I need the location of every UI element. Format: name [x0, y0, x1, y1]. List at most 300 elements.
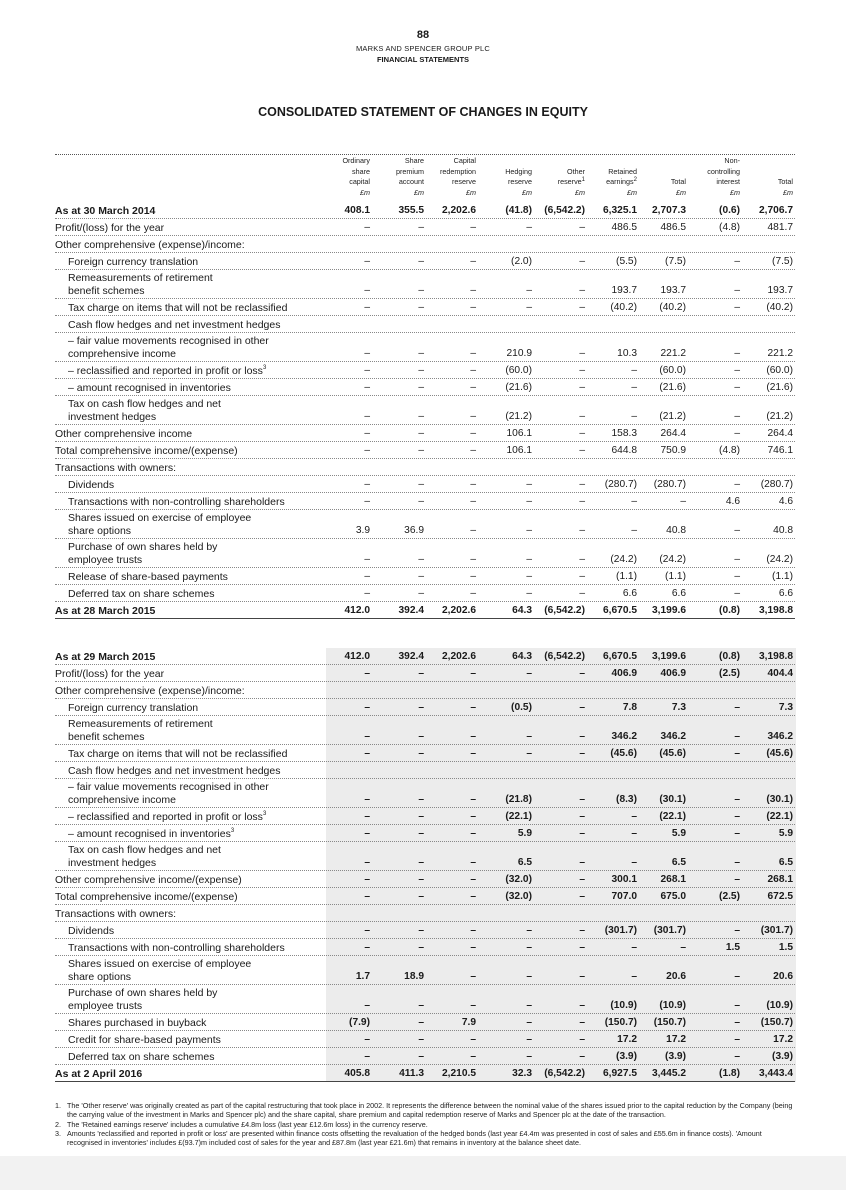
table-cell: –	[579, 347, 585, 359]
column-header-line: Share	[404, 156, 424, 165]
table-cell: –	[470, 1033, 476, 1045]
row-label-line	[68, 765, 280, 778]
table-cell: 2,210.5	[442, 1067, 476, 1079]
column-header-line: Non-	[724, 156, 740, 165]
table-row	[55, 539, 795, 568]
table-cell: –	[734, 381, 740, 393]
section-name: FINANCIAL STATEMENTS	[376, 55, 470, 64]
table-cell: –	[364, 873, 370, 885]
table-cell: –	[470, 730, 476, 742]
table-cell: –	[579, 941, 585, 953]
table-cell: (2.5)	[719, 667, 740, 679]
table-cell: –	[470, 570, 476, 582]
row-label	[55, 874, 242, 887]
table-cell: –	[364, 221, 370, 233]
row-label	[68, 256, 198, 269]
table-row	[55, 333, 795, 362]
table-row	[55, 922, 795, 939]
table-cell: –	[734, 730, 740, 742]
table-row	[55, 202, 795, 219]
table-cell: –	[418, 1033, 424, 1045]
table-cell: (21.6)	[505, 381, 532, 393]
row-label-text: Shares purchased in buyback	[68, 1016, 207, 1029]
table-cell: –	[680, 941, 686, 953]
table-cell: –	[734, 924, 740, 936]
table-cell: 268.1	[767, 873, 793, 885]
row-label-text: Total comprehensive income/(expense)	[55, 444, 238, 457]
table-cell: (24.2)	[766, 553, 793, 565]
table-cell: –	[364, 427, 370, 439]
row-label-text: Purchase of own shares held by	[68, 541, 218, 553]
table-cell: –	[470, 810, 476, 822]
top-rule	[55, 154, 795, 155]
table-cell: (3.9)	[772, 1050, 793, 1062]
row-label-text: Other comprehensive (expense)/income:	[55, 238, 245, 251]
table-cell: –	[579, 810, 585, 822]
row-label	[68, 382, 231, 395]
table-cell: 1.7	[355, 970, 370, 982]
table-cell: (21.2)	[659, 410, 686, 422]
table-cell: 193.7	[611, 284, 637, 296]
table-cell: –	[470, 381, 476, 393]
table-cell: 346.2	[660, 730, 686, 742]
table-cell: (280.7)	[653, 478, 686, 490]
table-2016	[55, 648, 795, 1082]
table-cell: –	[418, 810, 424, 822]
table-cell: 6.6	[622, 587, 637, 599]
row-label-line	[68, 479, 114, 492]
table-cell: (21.6)	[659, 381, 686, 393]
table-cell: (0.5)	[511, 701, 532, 713]
table-cell: –	[734, 347, 740, 359]
table-cell: 6.5	[517, 856, 532, 868]
row-label-line	[55, 668, 164, 681]
row-label-text: Dividends	[68, 478, 115, 491]
table-cell: 5.9	[517, 827, 532, 839]
table-row	[55, 939, 795, 956]
row-label-line: investment hedges	[68, 856, 157, 869]
row-label-text: Profit/(loss) for the year	[55, 667, 165, 680]
table-row	[55, 1014, 795, 1031]
row-label-line	[68, 811, 266, 824]
table-cell: –	[734, 553, 740, 565]
table-cell: 644.8	[611, 444, 637, 456]
footnote-number: 2.	[55, 1119, 61, 1129]
table-cell: –	[734, 1050, 740, 1062]
row-label	[68, 302, 287, 315]
table-cell: 746.1	[767, 444, 793, 456]
column-header	[527, 167, 585, 199]
table-cell: 158.3	[611, 427, 637, 439]
row-label-line	[68, 1017, 206, 1030]
row-label-text: Other comprehensive (expense)/income:	[55, 684, 245, 697]
table-cell: 5.9	[778, 827, 793, 839]
footnote-text: The 'Other reserve' was originally created as part of the capital restructuring that took place in 2002. It represents the difference between the nominal value of the shares issued prior to the capital reduction by the Company (being the carrying value of the investment in Marks and Spencer plc) and the share capital, share premium and capital redemption reserve of Marks and Spencer plc at the date of the transaction.	[67, 1101, 793, 1120]
row-label	[68, 319, 280, 332]
table-cell: (3.9)	[616, 1050, 637, 1062]
table-cell: –	[470, 924, 476, 936]
table-cell: 481.7	[767, 221, 793, 233]
table-cell: (60.0)	[766, 364, 793, 376]
row-label	[68, 541, 217, 566]
row-label-text: Transactions with owners:	[55, 907, 176, 920]
column-unit: £m	[676, 187, 686, 197]
footnote-ref: 3	[230, 827, 235, 834]
table-cell: 106.1	[506, 427, 532, 439]
row-label	[68, 958, 251, 983]
row-label-text: Tax charge on items that will not be reclassified	[68, 747, 288, 760]
row-label-line	[55, 685, 245, 698]
table-cell: 6.5	[778, 856, 793, 868]
table-cell: (45.6)	[610, 747, 637, 759]
table-cell: –	[364, 444, 370, 456]
row-label-line: benefit schemes	[68, 730, 145, 743]
row-label-line: share options	[68, 970, 132, 983]
table-cell: –	[680, 495, 686, 507]
table-cell: 6,325.1	[603, 204, 637, 216]
table-row	[55, 956, 795, 985]
table-cell: (32.0)	[505, 890, 532, 902]
row-label	[55, 462, 176, 475]
table-cell: –	[579, 1033, 585, 1045]
table-cell: –	[470, 444, 476, 456]
row-label-text: As at 29 March 2015	[55, 650, 156, 663]
table-cell: –	[734, 364, 740, 376]
table-cell: (301.7)	[653, 924, 686, 936]
row-label	[68, 571, 228, 584]
table-cell: –	[470, 255, 476, 267]
table-cell: –	[734, 570, 740, 582]
table-cell: –	[526, 667, 532, 679]
table-cell: –	[579, 478, 585, 490]
row-label-line: comprehensive income	[68, 347, 176, 360]
row-label-line	[55, 222, 164, 235]
table-cell: 20.6	[773, 970, 793, 982]
table-cell: –	[579, 410, 585, 422]
row-label	[55, 685, 245, 698]
column-header-line: controlling	[707, 166, 740, 176]
row-label	[68, 781, 269, 806]
table-row	[55, 585, 795, 602]
table-row	[55, 985, 795, 1014]
column-header	[474, 167, 532, 199]
table-cell: –	[734, 827, 740, 839]
table-cell: (21.8)	[505, 793, 532, 805]
column-header	[735, 177, 793, 198]
table-cell: –	[579, 1050, 585, 1062]
table-cell: 32.3	[512, 1067, 532, 1079]
table-cell: 6,927.5	[603, 1067, 637, 1079]
row-label-line	[68, 748, 287, 761]
table-cell: –	[364, 793, 370, 805]
row-label-line	[68, 398, 221, 411]
table-cell: 193.7	[660, 284, 686, 296]
table-row	[55, 842, 795, 871]
table-cell: –	[526, 1033, 532, 1045]
row-label-line	[55, 239, 245, 252]
row-label	[55, 1068, 142, 1081]
table-cell: –	[364, 587, 370, 599]
table-cell: (6,542.2)	[544, 1067, 585, 1079]
table-cell: –	[526, 1016, 532, 1028]
table-cell: 4.6	[778, 495, 793, 507]
table-cell: 40.8	[773, 524, 793, 536]
table-cell: (40.2)	[766, 301, 793, 313]
table-cell: (24.2)	[659, 553, 686, 565]
table-row	[55, 779, 795, 808]
footnote-ref: 3	[262, 810, 267, 817]
row-label-line	[68, 302, 287, 315]
column-header-line: reserve$^1$	[557, 177, 585, 186]
table-cell: (0.8)	[719, 604, 740, 616]
row-label-text: Foreign currency translation	[68, 255, 199, 268]
company-name: MARKS AND SPENCER GROUP PLC	[355, 44, 491, 53]
table-cell: –	[418, 284, 424, 296]
table-cell: (41.8)	[505, 204, 532, 216]
row-label-line	[68, 844, 221, 857]
table-cell: –	[579, 570, 585, 582]
footnote-ref: 3	[262, 364, 267, 371]
table-cell: –	[470, 856, 476, 868]
column-header-line: Capital	[453, 156, 476, 165]
row-label-text: As at 28 March 2015	[55, 604, 156, 617]
table-cell: –	[579, 1016, 585, 1028]
row-label-text: Total comprehensive income/(expense)	[55, 890, 238, 903]
table-cell: (1.8)	[719, 1067, 740, 1079]
table-row	[55, 270, 795, 299]
table-cell: 707.0	[611, 890, 637, 902]
table-cell: (22.1)	[766, 810, 793, 822]
row-label-line	[68, 828, 234, 841]
row-label-text: Tax charge on items that will not be reclassified	[68, 301, 288, 314]
row-label	[68, 828, 234, 841]
table-cell: 2,202.6	[442, 204, 476, 216]
table-cell: (1.1)	[665, 570, 686, 582]
table-cell: 1.5	[778, 941, 793, 953]
table-cell: –	[418, 347, 424, 359]
row-label	[68, 844, 221, 869]
table-cell: (30.1)	[766, 793, 793, 805]
table-cell: –	[364, 701, 370, 713]
table-row	[55, 493, 795, 510]
column-unit: £m	[414, 187, 424, 197]
table-cell: –	[364, 827, 370, 839]
table-cell: (6,542.2)	[544, 604, 585, 616]
table-cell: –	[364, 730, 370, 742]
table-cell: –	[418, 587, 424, 599]
row-label	[68, 811, 266, 824]
table-row	[55, 1048, 795, 1065]
footnote-number: 1.	[55, 1101, 61, 1110]
table-cell: –	[364, 284, 370, 296]
table-cell: –	[364, 999, 370, 1011]
table-row	[55, 425, 795, 442]
table-cell: –	[526, 730, 532, 742]
row-label-line	[68, 702, 198, 715]
table-cell: –	[631, 970, 637, 982]
table-cell: 3,199.6	[652, 650, 686, 662]
table-cell: 6.6	[778, 587, 793, 599]
table-cell: 672.5	[767, 890, 793, 902]
table-cell: 750.9	[660, 444, 686, 456]
column-unit: £m	[466, 187, 476, 197]
table-cell: –	[418, 873, 424, 885]
table-cell: –	[579, 924, 585, 936]
table-cell: –	[470, 524, 476, 536]
table-cell: –	[470, 827, 476, 839]
row-label-line	[68, 512, 251, 525]
table-cell: –	[470, 873, 476, 885]
row-label-text: Dividends	[68, 924, 115, 937]
table-cell: –	[470, 999, 476, 1011]
column-header-line: earnings$^2$	[606, 177, 637, 186]
table-cell: (40.2)	[610, 301, 637, 313]
row-label	[68, 335, 269, 360]
table-2015	[55, 202, 795, 619]
column-unit: £m	[730, 187, 740, 197]
row-label	[55, 428, 192, 441]
table-cell: (5.5)	[616, 255, 637, 267]
table-cell: (301.7)	[604, 924, 637, 936]
table-cell: –	[418, 827, 424, 839]
row-label-line: benefit schemes	[68, 284, 145, 297]
table-cell: –	[418, 924, 424, 936]
column-header	[366, 156, 424, 198]
table-cell: –	[470, 221, 476, 233]
table-cell: –	[364, 941, 370, 953]
table-cell: 18.9	[404, 970, 424, 982]
row-label-line	[55, 205, 155, 218]
row-label-line: employee trusts	[68, 999, 143, 1012]
row-label-line	[68, 925, 114, 938]
table-cell: –	[631, 524, 637, 536]
table-cell: –	[364, 347, 370, 359]
table-cell: 486.5	[660, 221, 686, 233]
row-label-line	[68, 942, 285, 955]
row-label-line: share options	[68, 524, 132, 537]
table-cell: –	[526, 570, 532, 582]
row-label	[68, 702, 198, 715]
table-cell: –	[470, 284, 476, 296]
table-cell: –	[364, 255, 370, 267]
footnote-number: 3.	[55, 1128, 61, 1138]
row-label-line: employee trusts	[68, 553, 143, 566]
row-label	[68, 748, 287, 761]
table-cell: 355.5	[398, 204, 424, 216]
table-cell: –	[579, 827, 585, 839]
table-cell: (7.9)	[349, 1016, 370, 1028]
table-cell: (280.7)	[760, 478, 793, 490]
table-cell: –	[631, 810, 637, 822]
table-cell: –	[470, 701, 476, 713]
table-cell: (1.1)	[616, 570, 637, 582]
table-cell: 5.9	[671, 827, 686, 839]
row-label	[68, 479, 114, 492]
footnotes	[55, 1101, 797, 1147]
table-cell: –	[526, 1050, 532, 1062]
table-cell: –	[526, 553, 532, 565]
table-cell: 392.4	[398, 650, 424, 662]
table-cell: –	[418, 667, 424, 679]
table-cell: 3.9	[355, 524, 370, 536]
table-cell: –	[364, 890, 370, 902]
row-label	[68, 272, 213, 297]
table-cell: 7.9	[461, 1016, 476, 1028]
row-label-text: Shares issued on exercise of employee	[68, 512, 252, 524]
column-header-line: redemption	[440, 166, 476, 176]
table-cell: 221.2	[660, 347, 686, 359]
table-cell: –	[631, 856, 637, 868]
table-cell: –	[579, 444, 585, 456]
table-cell: –	[418, 364, 424, 376]
table-cell: 405.8	[344, 1067, 370, 1079]
table-cell: –	[734, 587, 740, 599]
row-label-text: As at 2 April 2016	[55, 1067, 143, 1080]
row-label-text: – amount recognised in inventories	[68, 381, 231, 394]
row-label-line	[55, 462, 176, 475]
row-label-line	[68, 571, 228, 584]
table-cell: –	[579, 381, 585, 393]
table-cell: –	[364, 924, 370, 936]
table-cell: –	[579, 890, 585, 902]
table-cell: 264.4	[767, 427, 793, 439]
table-cell: –	[526, 524, 532, 536]
table-cell: –	[579, 364, 585, 376]
table-cell: 411.3	[399, 1067, 424, 1079]
table-cell: 106.1	[506, 444, 532, 456]
table-cell: 412.0	[344, 650, 370, 662]
table-cell: 486.5	[611, 221, 637, 233]
table-cell: –	[734, 793, 740, 805]
table-cell: 1.5	[725, 941, 740, 953]
table-row	[55, 299, 795, 316]
table-cell: –	[734, 970, 740, 982]
table-cell: –	[526, 941, 532, 953]
table-cell: –	[734, 478, 740, 490]
row-label-line: comprehensive income	[68, 793, 176, 806]
table-cell: (24.2)	[610, 553, 637, 565]
table-cell: –	[418, 570, 424, 582]
table-cell: 268.1	[660, 873, 686, 885]
table-cell: 64.3	[512, 604, 532, 616]
table-cell: –	[364, 810, 370, 822]
table-cell: –	[470, 478, 476, 490]
table-row	[55, 888, 795, 905]
table-cell: –	[526, 924, 532, 936]
table-cell: –	[734, 747, 740, 759]
table-cell: –	[470, 747, 476, 759]
row-label-line	[68, 718, 213, 731]
table-cell: 408.1	[344, 204, 370, 216]
table-cell: –	[631, 941, 637, 953]
table-cell: –	[579, 553, 585, 565]
table-cell: (1.1)	[772, 570, 793, 582]
row-label	[55, 605, 155, 618]
table-cell: –	[418, 410, 424, 422]
column-header-line: Total	[670, 177, 686, 186]
row-label	[68, 942, 285, 955]
table-cell: –	[418, 255, 424, 267]
row-label-text: Tax on cash flow hedges and net	[68, 844, 221, 856]
table-cell: 17.2	[773, 1033, 793, 1045]
table-cell: (2.5)	[719, 890, 740, 902]
row-label	[68, 512, 251, 537]
table-cell: 2,202.6	[442, 650, 476, 662]
table-cell: –	[579, 587, 585, 599]
table-cell: –	[418, 1050, 424, 1062]
table-cell: –	[418, 1016, 424, 1028]
table-cell: –	[526, 301, 532, 313]
